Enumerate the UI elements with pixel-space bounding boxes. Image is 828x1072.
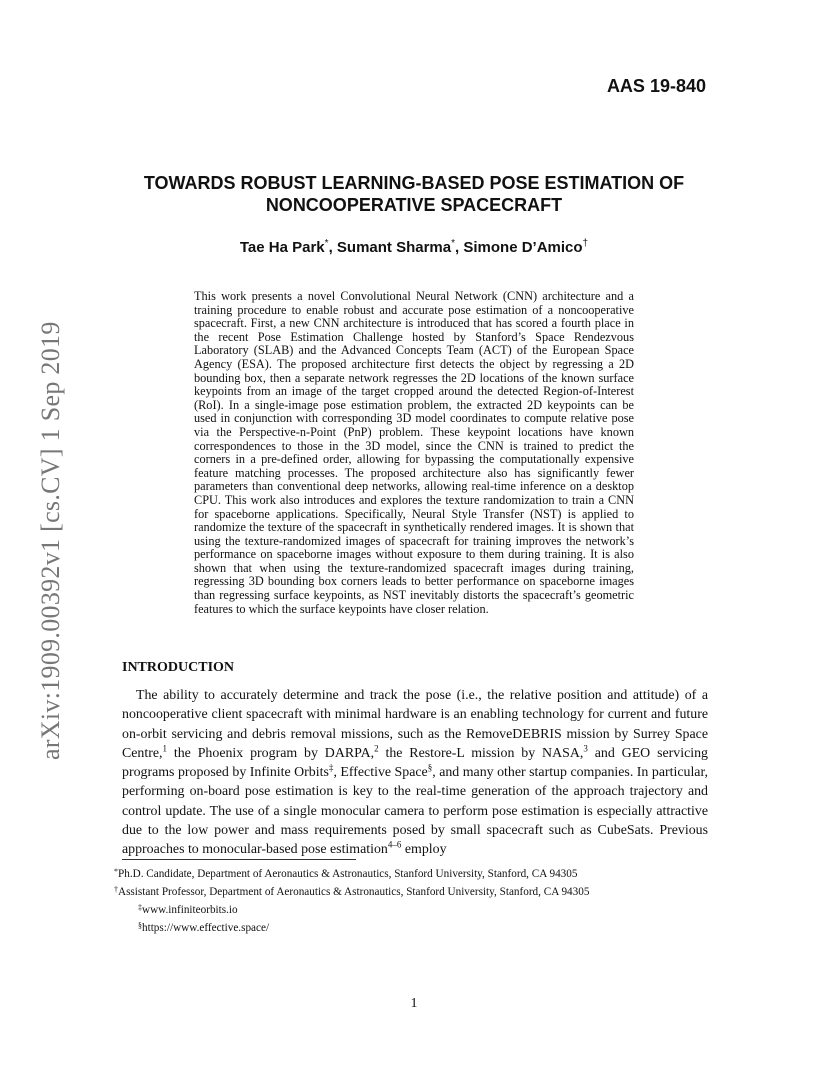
arxiv-identifier: arXiv:1909.00392v1 [cs.CV] 1 Sep 2019 — [36, 321, 65, 760]
paragraph-text: , and many other startup companies. In particular, performing on-board pose estimation is key to the real-time generation of the approach trajectory and control update. The use of a single monocular camera to perform pose estimation is especially attractive due to the low power and mass requirements posed by small spacecraft such as CubeSats. Previous approaches to monocular-based pose estimation — [122, 765, 709, 858]
author-affiliation-mark: * — [451, 238, 456, 249]
citation-superscript: § — [427, 762, 433, 773]
author-name: Sumant Sharma — [336, 239, 452, 256]
paragraph-text: the Restore-L mission by NASA, — [378, 745, 584, 761]
author-separator: , — [328, 239, 337, 256]
paragraph-text: , Effective Space — [333, 765, 428, 781]
footnote — [114, 918, 714, 936]
author-affiliation-mark: * — [324, 238, 329, 249]
footnote — [114, 900, 714, 918]
introduction-paragraph — [122, 686, 708, 860]
paragraph-text: the Phoenix program by DARPA, — [167, 745, 375, 761]
footnote-text: Assistant Professor, Department of Aeronautics & Astronautics, Stanford University, Stanford, CA 94305 — [118, 886, 590, 898]
footnote-divider — [122, 859, 356, 860]
footnote-text: Ph.D. Candidate, Department of Aeronautics & Astronautics, Stanford University, Stanford, CA 94305 — [118, 868, 578, 880]
author-affiliation-mark: † — [582, 238, 589, 249]
abstract: This work presents a novel Convolutional Neural Network (CNN) architecture and a training procedure to enable robust and accurate pose estimation of a noncooperative spacecraft. First, a new CNN architecture is introduced that has scored a fourth place in the recent Pose Estimation Challenge hosted by Stanford’s Space Rendezvous Laboratory (SLAB) and the Advanced Concepts Team (ACT) of the European Space Agency (ESA). The proposed architecture first detects the object by regressing a 2D bounding box, then a separate network regresses the 2D locations of the known surface keypoints from an image of the target cropped around the detected Region-of-Interest (RoI). In a single-image pose estimation problem, the extracted 2D keypoints can be used in conjunction with corresponding 3D model coordinates to compute relative pose via the Perspective-n-Point (PnP) problem. These keypoint locations have known correspondences to those in the 3D model, since the CNN is trained to predict the corners in a pre-defined order, allowing for bypassing the computationally expensive feature matching processes. The proposed architecture also has significantly fewer parameters than conventional deep networks, allowing real-time inference on a desktop CPU. This work also introduces and explores the texture randomization to train a CNN for spaceborne applications. Specifically, Neural Style Transfer (NST) is applied to randomize the texture of the spacecraft in synthetically rendered images. It is shown that using the texture-randomized images of spacecraft for training improves the network’s performance on spaceborne images without exposure to them during training. It is also shown that when using the texture-randomized spacecraft images during training, regressing 3D bounding box corners leads to better performance on spaceborne images than regressing surface keypoints, as NST inevitably distorts the spacecraft’s geometric features to which the surface keypoints have closer relation. — [194, 289, 634, 616]
author-list — [110, 238, 718, 256]
arxiv-stamp — [12, 290, 65, 760]
footnote-text: https://www.effective.space/ — [142, 922, 270, 934]
page-number: 1 — [410, 996, 418, 1011]
footnote-text: www.infiniteorbits.io — [142, 904, 238, 916]
paper-title: TOWARDS ROBUST LEARNING-BASED POSE ESTIMATION OF NONCOOPERATIVE SPACECRAFT — [143, 173, 685, 215]
footnotes — [114, 864, 714, 936]
citation-superscript: 1 — [162, 743, 167, 754]
footnote — [114, 864, 714, 882]
report-number: AAS 19-840 — [606, 76, 706, 96]
section-heading-introduction: INTRODUCTION — [122, 660, 235, 675]
author-name: Tae Ha Park — [239, 239, 325, 256]
footnote-mark: * — [114, 867, 118, 876]
citation-superscript: 2 — [374, 743, 379, 754]
footnote-mark: ‡ — [138, 903, 142, 912]
footnote-mark: † — [114, 885, 118, 894]
author-separator: , — [455, 239, 464, 256]
footnote — [114, 882, 714, 900]
paragraph-text: The ability to accurately determine and track the pose (i.e., the relative position and attitude) of a noncooperative client spacecraft with minimal hardware is an enabling technology for current and future on-orbit servicing and debris removal missions, such as the RemoveDEBRIS mission by Surrey Space Centre, — [122, 688, 708, 761]
paragraph-text: employ — [401, 842, 447, 858]
citation-superscript: 3 — [583, 743, 588, 754]
citation-superscript: ‡ — [328, 762, 334, 773]
footnote-mark: § — [138, 921, 142, 930]
citation-superscript: 4–6 — [387, 839, 402, 850]
paragraph-text: and GEO servicing programs proposed by Infinite Orbits — [122, 745, 708, 781]
author-name: Simone D’Amico — [463, 239, 583, 256]
